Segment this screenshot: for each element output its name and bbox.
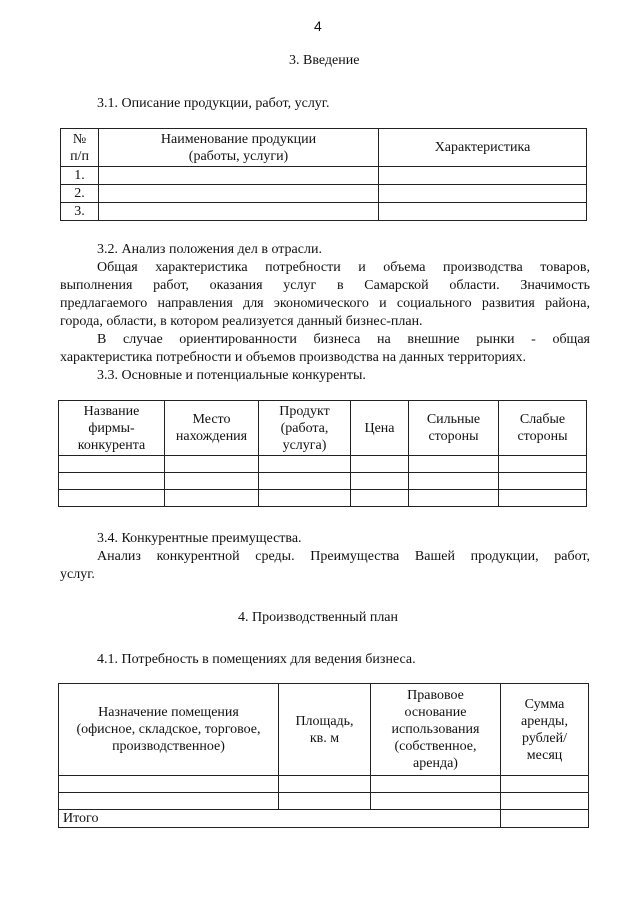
s32-p2-line-2: характеристика потребности и объемов производства на данных территориях. — [60, 350, 526, 365]
total-label: Итого — [59, 810, 501, 828]
header-strengths: Сильные стороны — [409, 401, 499, 456]
header-price: Цена — [351, 401, 409, 456]
header-product-name: Наименование продукции (работы, услуги) — [99, 129, 379, 167]
products-table — [60, 128, 587, 221]
row-num: 1. — [61, 167, 99, 185]
section-3-3-title: 3.3. Основные и потенциальные конкуренты. — [97, 368, 366, 383]
header-location: Место нахождения — [165, 401, 259, 456]
premises-table — [58, 683, 589, 828]
row-num: 2. — [61, 185, 99, 203]
table-row — [59, 793, 589, 810]
premises-table-header — [59, 684, 589, 776]
s32-p1-line-2: выполнения работ, оказания услуг в Самарской области. Значимость — [60, 278, 590, 293]
header-weaknesses: Слабые стороны — [499, 401, 587, 456]
s32-p1-line-1: Общая характеристика потребности и объема производства товаров, — [97, 260, 590, 275]
products-table-header — [61, 129, 587, 167]
header-firm: Название фирмы- конкурента — [59, 401, 165, 456]
header-rent: Сумма аренды, рублей/ месяц — [501, 684, 589, 776]
section-4-1-title: 4.1. Потребность в помещениях для ведения бизнеса. — [97, 652, 416, 667]
header-legal-basis: Правовое основание использования (собственное, аренда) — [371, 684, 501, 776]
table-row — [59, 776, 589, 793]
header-product: Продукт (работа, услуга) — [259, 401, 351, 456]
table-row — [59, 456, 587, 473]
table-row — [61, 203, 587, 221]
s32-p1-line-4: города, области, в котором реализуется данный бизнес-план. — [60, 314, 423, 329]
s32-p1-line-3: предлагаемого направления для экономического и социального развития района, — [60, 296, 590, 311]
header-characteristic: Характеристика — [379, 129, 587, 167]
header-purpose: Назначение помещения (офисное, складское, торговое, производственное) — [59, 684, 279, 776]
section-4-title: 4. Производственный план — [238, 610, 399, 625]
s34-p-line-2: услуг. — [60, 567, 95, 582]
table-row — [59, 473, 587, 490]
competitors-table-header — [59, 401, 587, 456]
s32-p2-line-1: В случае ориентированности бизнеса на внешние рынки - общая — [97, 332, 590, 347]
section-3-title: 3. Введение — [289, 53, 360, 68]
table-row — [61, 167, 587, 185]
section-3-2-title: 3.2. Анализ положения дел в отрасли. — [97, 242, 322, 257]
section-3-1-title: 3.1. Описание продукции, работ, услуг. — [97, 96, 330, 111]
table-row — [61, 185, 587, 203]
s34-p-line-1: Анализ конкурентной среды. Преимущества Вашей продукции, работ, — [97, 549, 590, 564]
total-row — [59, 810, 589, 828]
page-number: 4 — [314, 18, 322, 34]
row-num: 3. — [61, 203, 99, 221]
section-3-4-title: 3.4. Конкурентные преимущества. — [97, 531, 302, 546]
competitors-table — [58, 400, 587, 507]
table-row — [59, 490, 587, 507]
header-area: Площадь, кв. м — [279, 684, 371, 776]
header-num: № п/п — [61, 129, 99, 167]
